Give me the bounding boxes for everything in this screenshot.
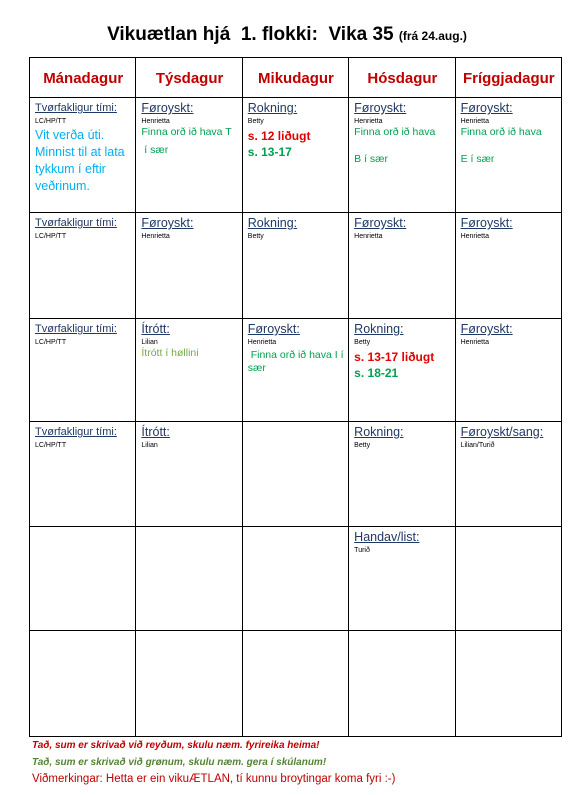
subject-label: Føroyskt: [354, 216, 407, 230]
cell-friday-6 [455, 631, 561, 737]
teacher-label: Betty [354, 442, 371, 449]
cell-wednesday-6 [242, 631, 348, 737]
schedule-row-2 [30, 213, 562, 319]
cell-tuesday-2 [136, 213, 242, 319]
school-task: B í sær [354, 153, 389, 165]
cell-tuesday-1 [136, 98, 242, 213]
teacher-label: LC/HP/TT [35, 442, 67, 449]
day-header-thursday: Hósdagur [349, 58, 455, 98]
cell-thursday-1 [349, 98, 455, 213]
cell-wednesday-5 [242, 527, 348, 631]
subject-label: Føroyskt/sang: [460, 425, 544, 439]
school-task: E í sær [460, 153, 495, 165]
subject-label: Føroyskt: [460, 216, 513, 230]
sport-note: Ítrótt í høllini [141, 347, 199, 359]
subject-label: Handav/list: [354, 530, 420, 544]
cell-monday-4 [30, 422, 136, 527]
school-task: Finna orð ið hava I í sær [247, 349, 347, 374]
subject-label: Rokning: [354, 322, 404, 336]
day-header-monday: Mánadagur [30, 58, 136, 98]
page-title [0, 24, 574, 46]
subject-label: Rokning: [247, 216, 298, 230]
teacher-label: Henrietta [354, 118, 383, 125]
teacher-label: Lilian [141, 442, 158, 449]
cell-tuesday-3 [136, 319, 242, 422]
cell-monday-2 [30, 213, 136, 319]
school-item: s. 18-21 [354, 366, 399, 380]
day-header-row [30, 58, 562, 98]
legend-red-note: Tað, sum er skrivað við reyðum, skulu næm. fyrireika heima! [32, 740, 320, 751]
schedule-row-6 [30, 631, 562, 737]
teacher-label: Henrietta [354, 233, 383, 240]
cell-monday-1 [30, 98, 136, 213]
day-header-wednesday: Mikudagur [242, 58, 348, 98]
cell-thursday-3 [349, 319, 455, 422]
teacher-label: Betty [354, 339, 371, 346]
cell-friday-4 [455, 422, 561, 527]
subject-label: Føroyskt: [141, 101, 194, 115]
weekly-schedule-table [29, 57, 562, 737]
remarks-note: Viðmerkingar: Hetta er ein vikuÆTLAN, tí kunnu broytingar koma fyri :-) [32, 773, 396, 785]
homework-item: s. 12 liðugt [247, 129, 311, 143]
schedule-row-1 [30, 98, 562, 213]
outdoor-note: Vit verða úti. Minnist til at lata tykkum í eftir veðrinum. [35, 128, 125, 193]
teacher-label: Henrietta [141, 233, 170, 240]
cell-thursday-2 [349, 213, 455, 319]
schedule-row-5 [30, 527, 562, 631]
teacher-label: LC/HP/TT [35, 233, 67, 240]
subject-label: Ítrótt: [141, 425, 170, 439]
cell-tuesday-6 [136, 631, 242, 737]
teacher-label: Betty [247, 118, 264, 125]
cell-friday-3 [455, 319, 561, 422]
teacher-label: Henrietta [460, 339, 489, 346]
day-header-tuesday: Týsdagur [136, 58, 242, 98]
teacher-label: Lilian [141, 339, 158, 346]
subject-label: Tvørfakligur tími: [35, 323, 117, 335]
spacer [354, 139, 450, 153]
cell-thursday-5 [349, 527, 455, 631]
teacher-label: Henrietta [460, 233, 489, 240]
teacher-label: LC/HP/TT [35, 118, 67, 125]
subject-label: Føroyskt: [141, 216, 194, 230]
teacher-label: Henrietta [141, 118, 170, 125]
cell-friday-1 [455, 98, 561, 213]
school-item: s. 13-17 [247, 145, 292, 159]
title-date: (frá 24.aug.) [398, 29, 467, 43]
subject-label: Føroyskt: [247, 322, 300, 336]
cell-wednesday-1 [242, 98, 348, 213]
cell-monday-6 [30, 631, 136, 737]
subject-label: Føroyskt: [460, 322, 513, 336]
school-task: Finna orð ið hava [354, 126, 436, 138]
cell-friday-2 [455, 213, 561, 319]
subject-label: Tvørfakligur tími: [35, 217, 117, 229]
cell-thursday-6 [349, 631, 455, 737]
day-header-friday: Fríggjadagur [455, 58, 561, 98]
cell-monday-3 [30, 319, 136, 422]
schedule-row-3 [30, 319, 562, 422]
teacher-label: Turið [354, 547, 370, 554]
spacer [461, 139, 557, 153]
cell-tuesday-4 [136, 422, 242, 527]
teacher-label: LC/HP/TT [35, 339, 67, 346]
school-task: Finna orð ið hava T [141, 126, 232, 138]
subject-label: Rokning: [354, 425, 404, 439]
school-task: Finna orð ið hava [460, 126, 542, 138]
teacher-label: Betty [247, 233, 264, 240]
school-task: í sær [141, 144, 169, 156]
schedule-row-4 [30, 422, 562, 527]
subject-label: Ítrótt: [141, 322, 170, 336]
subject-label: Tvørfakligur tími: [35, 102, 117, 114]
cell-wednesday-3 [242, 319, 348, 422]
subject-label: Føroyskt: [354, 101, 407, 115]
cell-monday-5 [30, 527, 136, 631]
cell-thursday-4 [349, 422, 455, 527]
subject-label: Føroyskt: [460, 101, 513, 115]
cell-wednesday-4 [242, 422, 348, 527]
homework-item: s. 13-17 liðugt [354, 350, 435, 364]
legend-green-note: Tað, sum er skrivað við grønum, skulu næm. gera í skúlanum! [32, 757, 327, 768]
cell-friday-5 [455, 527, 561, 631]
subject-label: Tvørfakligur tími: [35, 426, 117, 438]
teacher-label: Lilian/Turið [460, 442, 495, 449]
subject-label: Rokning: [247, 101, 298, 115]
teacher-label: Henrietta [460, 118, 489, 125]
teacher-label: Henrietta [247, 339, 277, 346]
cell-tuesday-5 [136, 527, 242, 631]
cell-wednesday-2 [242, 213, 348, 319]
title-main: Vikuætlan hjá 1. flokki: Vika 35 [107, 24, 394, 45]
